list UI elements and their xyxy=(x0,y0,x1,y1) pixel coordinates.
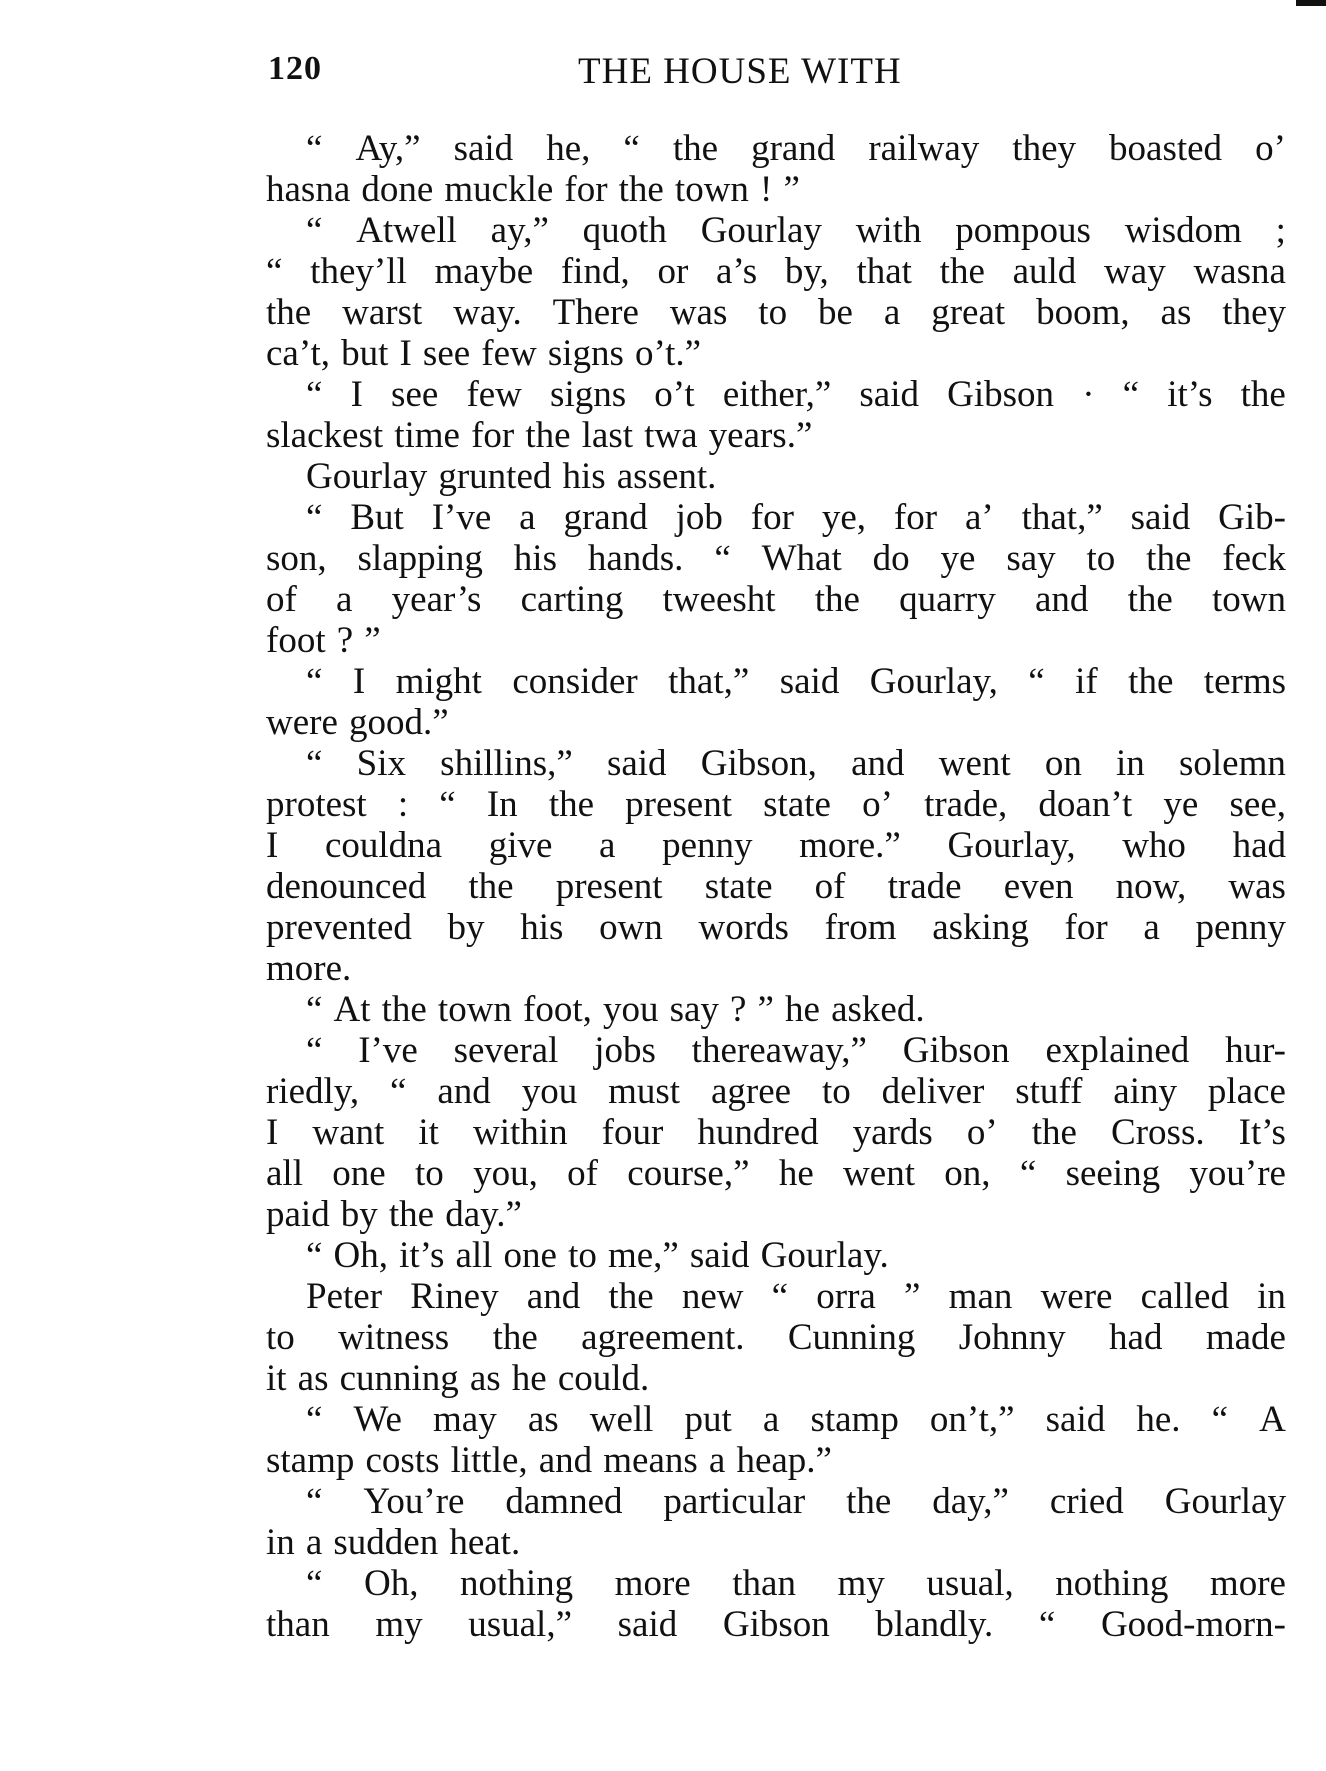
text-line: more. xyxy=(266,948,352,989)
text-line: “ they’ll maybe find, or a’s by, that the auld way wasna xyxy=(266,251,1286,292)
text-line: prevented by his own words from asking for a penny xyxy=(266,907,1286,948)
text-line: “ Oh, it’s all one to me,” said Gourlay. xyxy=(306,1235,889,1276)
text-line: “ I see few signs o’t either,” said Gibson · “ it’s the xyxy=(306,374,1286,415)
text-line: Peter Riney and the new “ orra ” man were called in xyxy=(306,1276,1286,1317)
text-line: “ I might consider that,” said Gourlay, “ if the terms xyxy=(306,661,1286,702)
text-line: protest : “ In the present state o’ trade, doan’t ye see, xyxy=(266,784,1286,825)
text-line: hasna done muckle for the town ! ” xyxy=(266,169,800,210)
text-line: I want it within four hundred yards o’ the Cross. It’s xyxy=(266,1112,1286,1153)
text-line: “ Atwell ay,” quoth Gourlay with pompous wisdom ; xyxy=(306,210,1286,251)
text-line: “ We may as well put a stamp on’t,” said he. “ A xyxy=(306,1399,1286,1440)
text-line: in a sudden heat. xyxy=(266,1522,521,1563)
body-text xyxy=(266,128,1286,1645)
text-line: “ You’re damned particular the day,” cried Gourlay xyxy=(306,1481,1286,1522)
text-line: to witness the agreement. Cunning Johnny had made xyxy=(266,1317,1286,1358)
text-line: riedly, “ and you must agree to deliver stuff ainy place xyxy=(266,1071,1286,1112)
text-line: ca’t, but I see few signs o’t.” xyxy=(266,333,702,374)
page-number: 120 xyxy=(268,50,322,87)
text-line: the warst way. There was to be a great boom, as they xyxy=(266,292,1286,333)
scan-corner-mark xyxy=(1296,0,1326,6)
text-line: “ At the town foot, you say ? ” he asked. xyxy=(306,989,925,1030)
text-line: of a year’s carting tweesht the quarry and the town xyxy=(266,579,1286,620)
text-line: “ I’ve several jobs thereaway,” Gibson explained hur- xyxy=(306,1030,1286,1071)
text-line: all one to you, of course,” he went on, “ seeing you’re xyxy=(266,1153,1286,1194)
text-line: it as cunning as he could. xyxy=(266,1358,650,1399)
text-line: “ Ay,” said he, “ the grand railway they boasted o’ xyxy=(306,128,1286,169)
running-title: THE HOUSE WITH xyxy=(578,51,902,92)
page-header xyxy=(268,50,1286,100)
text-line: stamp costs little, and means a heap.” xyxy=(266,1440,832,1481)
text-line: slackest time for the last twa years.” xyxy=(266,415,813,456)
text-line: denounced the present state of trade even now, was xyxy=(266,866,1286,907)
text-line: paid by the day.” xyxy=(266,1194,522,1235)
text-line: “ Oh, nothing more than my usual, nothing more xyxy=(306,1563,1286,1604)
text-line: “ But I’ve a grand job for ye, for a’ that,” said Gib- xyxy=(306,497,1286,538)
text-line: foot ? ” xyxy=(266,620,381,661)
text-line: son, slapping his hands. “ What do ye say to the feck xyxy=(266,538,1286,579)
text-line: Gourlay grunted his assent. xyxy=(306,456,717,497)
text-line: were good.” xyxy=(266,702,449,743)
text-line: than my usual,” said Gibson blandly. “ Good-morn- xyxy=(266,1604,1286,1645)
text-line: “ Six shillins,” said Gibson, and went on in solemn xyxy=(306,743,1286,784)
text-line: I couldna give a penny more.” Gourlay, who had xyxy=(266,825,1286,866)
